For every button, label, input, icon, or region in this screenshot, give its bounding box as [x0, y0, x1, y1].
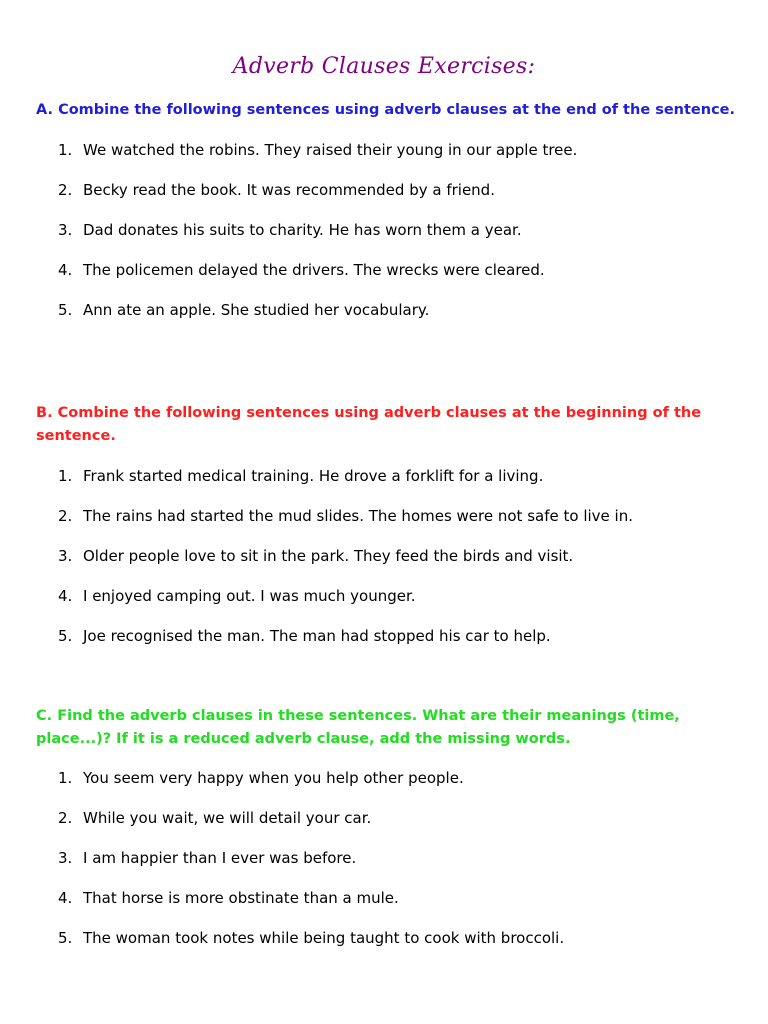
list-item — [36, 888, 736, 928]
section-a-instruction: A. Combine the following sentences using adverb clauses at the end of the sentence. — [36, 102, 736, 118]
item-number: 3. — [58, 221, 73, 239]
item-text: You seem very happy when you help other people. — [83, 769, 464, 787]
section-c — [36, 705, 736, 968]
section-b-instruction: B. Combine the following sentences using adverb clauses at the beginning of the sentence. — [36, 405, 702, 444]
list-item — [36, 466, 736, 506]
item-number: 3. — [58, 547, 73, 565]
item-number: 1. — [58, 769, 73, 787]
item-text: The policemen delayed the drivers. The wrecks were cleared. — [83, 261, 545, 279]
list-item — [36, 848, 736, 888]
list-item — [36, 260, 736, 300]
list-item — [36, 626, 736, 666]
item-number: 4. — [58, 587, 73, 605]
item-text: Dad donates his suits to charity. He has worn them a year. — [83, 221, 522, 239]
list-item — [36, 586, 736, 626]
item-number: 1. — [58, 141, 73, 159]
item-number: 4. — [58, 889, 73, 907]
item-text: I enjoyed camping out. I was much younger. — [83, 587, 416, 605]
item-number: 4. — [58, 261, 73, 279]
section-a-letter: A — [36, 102, 48, 118]
item-number: 3. — [58, 849, 73, 867]
list-item — [36, 140, 736, 180]
item-text: Joe recognised the man. The man had stopped his car to help. — [83, 627, 551, 645]
section-c-list — [36, 768, 736, 968]
list-item — [36, 220, 736, 260]
item-text: Older people love to sit in the park. They feed the birds and visit. — [83, 547, 574, 565]
item-number: 2. — [58, 809, 73, 827]
section-c-instruction-text: Find the adverb clauses in these sentences. What are their meanings (time, place...)? If it is a reduced adverb clause, add the missing words — [36, 708, 680, 747]
section-a-instruction-text: Combine the following sentences using adverb clauses at the end of the sentence — [58, 102, 730, 118]
section-a — [36, 99, 736, 340]
item-number: 2. — [58, 507, 73, 525]
list-item — [36, 300, 736, 340]
section-a-list — [36, 140, 736, 340]
item-number: 5. — [58, 929, 73, 947]
section-c-letter: C — [36, 708, 47, 724]
list-item — [36, 768, 736, 808]
item-number: 2. — [58, 181, 73, 199]
list-item — [36, 180, 736, 220]
item-text: Ann ate an apple. She studied her vocabulary. — [83, 301, 430, 319]
list-item — [36, 928, 736, 968]
section-b — [36, 402, 736, 666]
item-text: That horse is more obstinate than a mule. — [83, 889, 399, 907]
item-text: Frank started medical training. He drove a forklift for a living. — [83, 467, 544, 485]
section-b-letter: B — [36, 405, 48, 421]
list-item — [36, 808, 736, 848]
section-c-instruction: C. Find the adverb clauses in these sentences. What are their meanings (time, place...)? If it is a reduced adverb clause, add the missing words. — [36, 708, 680, 747]
section-b-list — [36, 466, 736, 666]
list-item — [36, 506, 736, 546]
item-number: 5. — [58, 301, 73, 319]
item-text: I am happier than I ever was before. — [83, 849, 357, 867]
item-text: We watched the robins. They raised their young in our apple tree. — [83, 141, 578, 159]
item-text: While you wait, we will detail your car. — [83, 809, 372, 827]
page-title: Adverb Clauses Exercises: — [232, 54, 536, 79]
item-number: 5. — [58, 627, 73, 645]
item-number: 1. — [58, 467, 73, 485]
list-item — [36, 546, 736, 586]
item-text: The rains had started the mud slides. The homes were not safe to live in. — [83, 507, 633, 525]
item-text: Becky read the book. It was recommended by a friend. — [83, 181, 495, 199]
section-b-instruction-text: Combine the following sentences using adverb clauses at the beginning of the sentence — [36, 405, 702, 444]
item-text: The woman took notes while being taught to cook with broccoli. — [83, 929, 565, 947]
